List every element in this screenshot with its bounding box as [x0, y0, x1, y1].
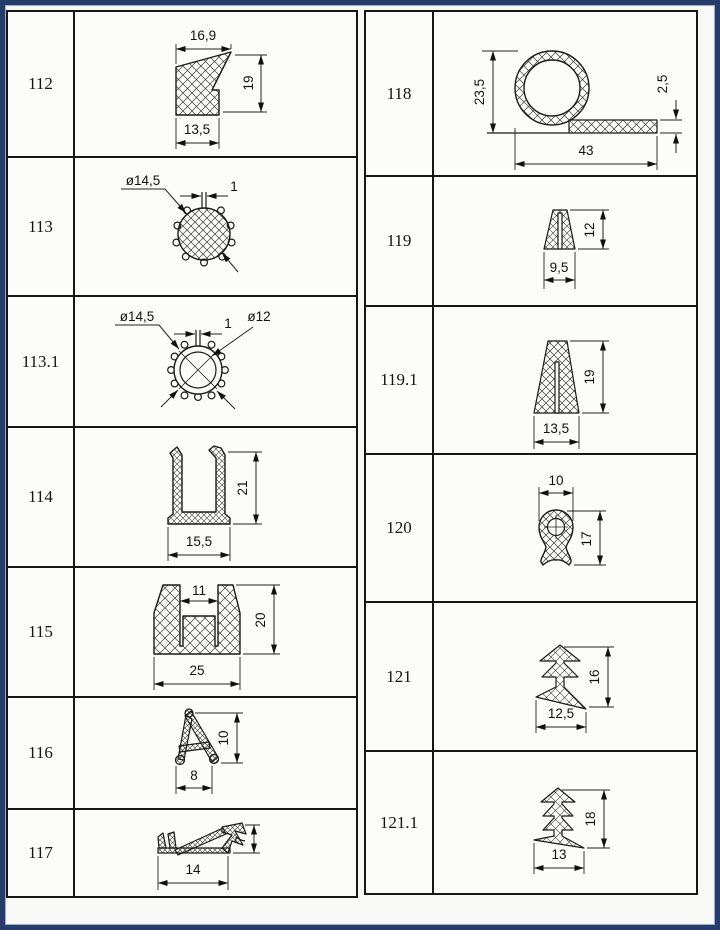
drawing-cell	[434, 455, 696, 601]
part-number: 119.1	[366, 307, 434, 453]
dim-label-bottom: 8	[190, 768, 198, 783]
dim-label-diameter: ø14,5	[125, 173, 161, 188]
drawing-cell	[434, 752, 696, 893]
dim-label-bottom: 13	[551, 847, 567, 862]
dim-label-slit: 1	[224, 316, 232, 331]
drawing-cell	[75, 158, 356, 295]
part-number: 118	[366, 12, 434, 175]
dim-label-bottom: 13,5	[183, 122, 211, 137]
dim-label-outer-diameter: ø14,5	[119, 309, 155, 324]
profile-drawing-112	[75, 12, 356, 156]
dim-label-right: 2,5	[655, 74, 670, 94]
profile-shape	[534, 788, 584, 848]
dim-label-left: 23,5	[472, 78, 487, 106]
profile-shape	[534, 341, 579, 413]
profile-shape	[176, 52, 231, 115]
drawing-cell	[75, 12, 356, 156]
drawing-cell	[75, 810, 356, 896]
profile-drawing-113-1	[75, 297, 356, 426]
part-number: 115	[8, 568, 75, 696]
drawing-cell	[434, 603, 696, 750]
part-number: 121.1	[366, 752, 434, 893]
part-number: 113.1	[8, 297, 75, 426]
table-row	[366, 455, 696, 603]
table-row	[8, 12, 356, 158]
table-row	[8, 568, 356, 698]
leader-line	[161, 390, 178, 407]
drawing-cell	[75, 428, 356, 566]
dim-label-right: 18	[583, 811, 598, 827]
part-number: 120	[366, 455, 434, 601]
dim-label-right: 12	[582, 222, 597, 238]
part-number: 121	[366, 603, 434, 750]
dim-label-top: 11	[191, 583, 207, 598]
part-number: 117	[8, 810, 75, 896]
profile-shape	[487, 51, 657, 133]
profile-shape	[539, 510, 573, 565]
profile-drawing-117	[75, 810, 356, 896]
part-number: 116	[8, 698, 75, 808]
dim-label-slit: 1	[230, 179, 238, 194]
drawing-cell	[434, 12, 696, 175]
dim-label-right: 19	[582, 369, 597, 385]
dim-ext	[660, 120, 682, 133]
leader-line	[222, 253, 238, 272]
table-row	[366, 307, 696, 455]
profile-drawing-119-1	[434, 307, 696, 453]
dim-label-right: 17	[579, 531, 594, 547]
profile-table-right	[364, 10, 698, 895]
dim-label-right: 20	[253, 612, 268, 628]
table-row	[8, 428, 356, 568]
dim-label-bottom: 12,5	[547, 706, 575, 721]
part-number: 113	[8, 158, 75, 295]
table-row	[366, 603, 696, 752]
dim-label-bottom: 25	[189, 663, 205, 678]
profile-shape	[536, 645, 586, 709]
dim-label-bottom: 13,5	[542, 421, 570, 436]
table-row	[8, 810, 356, 896]
part-number: 112	[8, 12, 75, 156]
drawing-cell	[75, 568, 356, 696]
profile-drawing-114	[75, 428, 356, 566]
dim-label-top: 10	[548, 473, 564, 488]
profile-drawing-119	[434, 177, 696, 305]
drawing-cell	[75, 698, 356, 808]
dim-label-top: 16,9	[189, 28, 217, 43]
table-row	[8, 297, 356, 428]
dim-label-bottom: 14	[185, 862, 201, 877]
leader-line	[115, 325, 179, 349]
dim-label-inner-diameter: ø12	[247, 309, 271, 324]
profile-drawing-115	[75, 568, 356, 696]
profile-shape	[173, 192, 235, 266]
dim-label-bottom: 15,5	[185, 534, 213, 549]
leader-line	[217, 391, 235, 409]
dim-label-right: 19	[241, 75, 256, 91]
part-number: 114	[8, 428, 75, 566]
dim-label-right: 21	[235, 480, 250, 496]
drawing-cell	[434, 177, 696, 305]
profile-drawing-121	[434, 603, 696, 750]
table-row	[366, 12, 696, 177]
leader-line	[212, 327, 253, 356]
profile-drawing-113	[75, 158, 356, 295]
dim-label-bottom: 9,5	[549, 260, 569, 275]
profile-drawing-118	[434, 12, 696, 175]
table-row	[366, 752, 696, 893]
dim-label-right: 10	[216, 730, 231, 746]
table-row	[8, 158, 356, 297]
drawing-cell	[434, 307, 696, 453]
part-number: 119	[366, 177, 434, 305]
profile-drawing-121-1	[434, 752, 696, 893]
profile-table-left	[6, 10, 358, 898]
profile-drawing-120	[434, 455, 696, 601]
profile-shape	[176, 709, 219, 765]
profile-drawing-116	[75, 698, 356, 808]
profile-shape	[544, 210, 575, 249]
profile-shape	[168, 446, 230, 524]
dim-label-right: 7	[233, 836, 248, 844]
profile-shape	[168, 330, 229, 400]
dim-label-right: 16	[587, 669, 602, 685]
table-row	[8, 698, 356, 810]
drawing-cell	[75, 297, 356, 426]
dim-label-bottom: 43	[578, 143, 594, 158]
leader-line	[121, 189, 186, 213]
table-row	[366, 177, 696, 307]
